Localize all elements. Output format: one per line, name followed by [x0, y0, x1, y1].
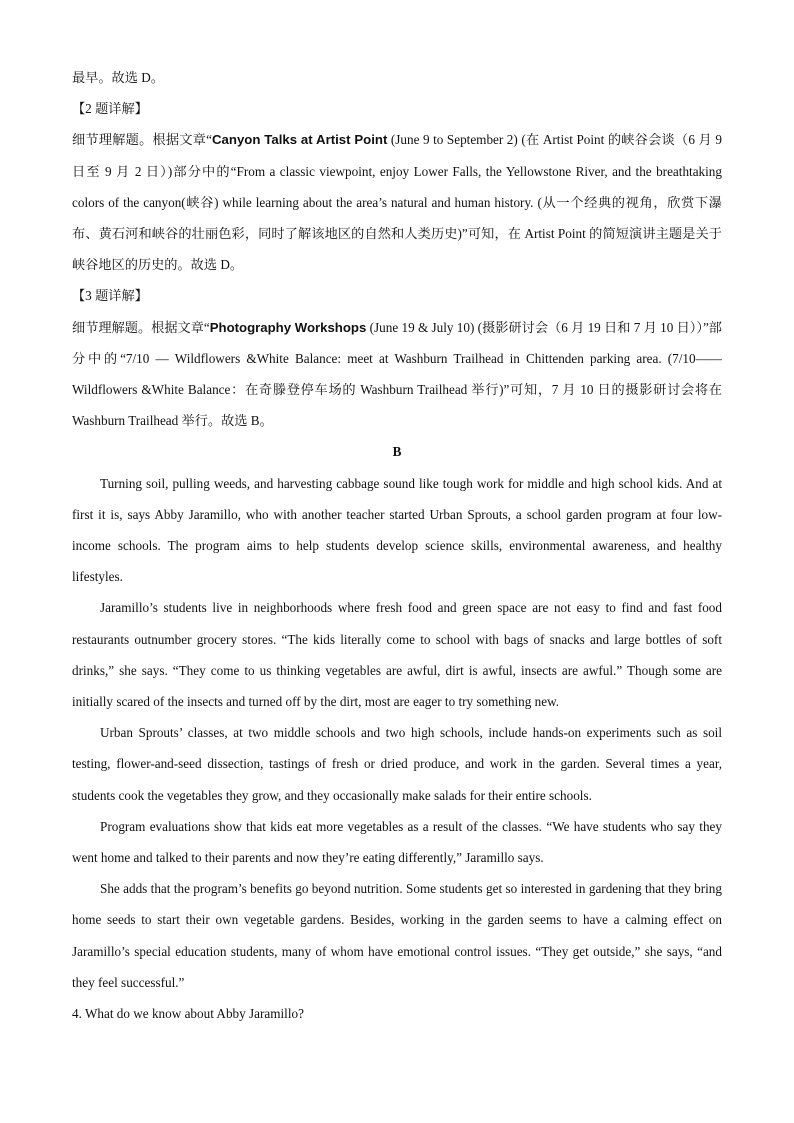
q2-explanation [72, 124, 722, 280]
q2-lead: 细节理解题。根据文章“ [72, 132, 213, 148]
document-content [72, 62, 722, 1029]
section-b-label: B [392, 444, 402, 460]
q3-explanation [72, 312, 722, 437]
passage-paragraph: Jaramillo’s students live in neighborhoods where fresh food and green space are not easy to find and fast food restaurants outnumber grocery stores. “The kids literally come to school with bags of snacks and large bottles of soft drinks,” she says. “They come to us thinking vegetables are awful, dirt is awful, insects are awful.” Though some are initially scared of the insects and turned off by the dirt, most are eager to try something new. [72, 600, 722, 710]
previous-answer-tail: 最早。故选 D。 [72, 70, 164, 85]
question-4: 4. What do we know about Abby Jaramillo? [72, 1006, 304, 1022]
q3-body: (June 19 & July 10) (摄影研讨会（6 月 19 日和 7 月 10 日））”部分中的“7/10 — Wildflowers &White Balance: meet at Washburn Trailhead in Chittenden parking area. (7/10——Wildflowers &White Balance：在奇滕登停车场的 Washburn Trailhead 举行)”可知，7 月 10 日的摄影研讨会将在 Washburn Trailhead 举行。故选 B。 [72, 319, 722, 429]
passage-paragraph: She adds that the program’s benefits go beyond nutrition. Some students get so interested in gardening that they bring home seeds to start their own vegetable gardens. Besides, working in the garden seems to have a calming effect on Jaramillo’s special education students, many of whom have emotional control issues. “They get outside,” she says, “and they feel successful.” [72, 881, 722, 990]
q2-heading: 【2 题详解】 [72, 101, 148, 117]
q3-heading: 【3 题详解】 [72, 288, 148, 304]
q3-lead: 细节理解题。根据文章“ [72, 319, 210, 335]
passage-paragraph: Turning soil, pulling weeds, and harvesting cabbage sound like tough work for middle and high school kids. And at first it is, says Abby Jaramillo, who with another teacher started Urban Sprouts, a school garden program at four low-income schools. The program aims to help students develop science skills, environmental awareness, and healthy lifestyles. [72, 475, 722, 585]
q2-section-title: Canyon Talks at Artist Point [212, 132, 388, 148]
q2-body: (June 9 to September 2) (在 Artist Point 的峡谷会谈（6 月 9 日至 9 月 2 日）)部分中的“From a classic viewpoint, enjoy Lower Falls, the Yellowstone River, and the breathtaking colors of the canyon(峡谷) while learning about the area’s natural and human history. (从一个经典的视角，欣赏下瀑布、黄石河和峡谷的壮丽色彩，同时了解该地区的自然和人类历史)”可知，在 Artist Point 的简短演讲主题是关于峡谷地区的历史的。故选 D。 [72, 132, 722, 273]
passage-paragraph: Program evaluations show that kids eat more vegetables as a result of the classes. “We have students who say they went home and talked to their parents and now they’re eating differently,” Jaramillo says. [72, 818, 722, 866]
q3-section-title: Photography Workshops [209, 319, 367, 335]
passage-paragraph: Urban Sprouts’ classes, at two middle schools and two high schools, include hands-on experiments such as soil testing, flower-and-seed dissection, tastings of fresh or dried produce, and work in the garden. Several times a year, students cook the vegetables they grow, and they occasionally make salads for their entire schools. [72, 725, 722, 803]
